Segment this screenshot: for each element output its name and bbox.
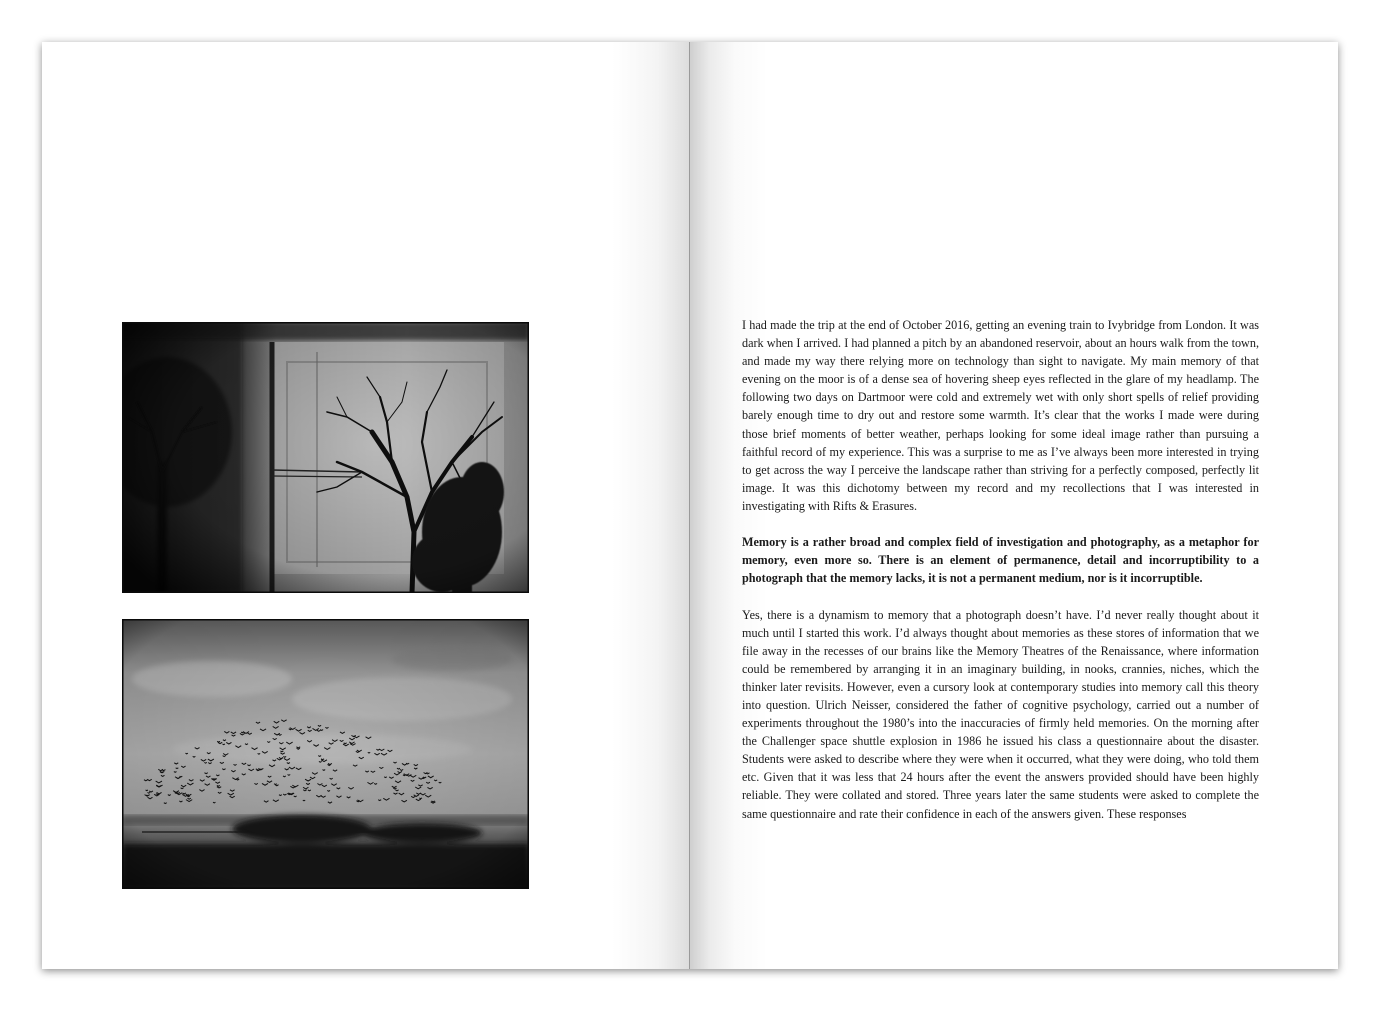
left-page — [42, 42, 690, 969]
body-text — [742, 316, 1259, 841]
paragraph-2-emphasis: Memory is a rather broad and complex field of investigation and photography, as a metaphor for memory, even more so. There is an element of permanence, detail and incorruptibility to a photograph that the memory lacks, it is not a permanent medium, nor is it incorruptible. — [742, 535, 1259, 586]
photo-birds-murmuration-icon — [122, 619, 529, 889]
photo-tree-window-icon — [122, 322, 529, 593]
paragraph-3: Yes, there is a dynamism to memory that a photograph doesn’t have. I’d never really thought about it much until I started this work. I’d always thought about memories as these stores of information that we file away in the recesses of our brains like the Memory Theatres of the Renaissance, where information could be remembered by arranging it in an imaginary building, in nooks, crannies, niches, which the thinker later revisits. However, even a cursory look at contemporary studies into memory call this theory into question. Ulrich Neisser, considered the father of cognitive psychology, carried out a number of experiments throughout the 1980’s into the inaccuracies of firmly held memories. On the morning after the Challenger space shuttle explosion in 1986 he issued his class a questionnaire about the disaster. Students were asked to describe where they were when it occurred, what they were doing, who told them etc. Given that it was less that 24 hours after the event the answers provided should have been highly reliable. They were collated and stored. Three years later the same students were asked to complete the same questionnaire and rate their confidence in each of the answers given. These responses — [742, 607, 1259, 821]
photo-birds-murmuration — [122, 619, 529, 889]
paragraph-1: I had made the trip at the end of October 2016, getting an evening train to Ivybridge from London. It was dark when I arrived. I had planned a pitch by an abandoned reservoir, about an hours walk from the town, and made my way there relying more on technology than sight to navigate. My main memory of that evening on the moor is of a dense sea of hovering sheep eyes reflected in the glare of my headlamp. The following two days on Dartmoor were cold and extremely wet with only short spells of relief providing barely enough time to dry out and restore some warmth. It’s clear that the works I made were during those brief moments of better weather, perhaps looking for some ideal image rather than pursuing a faithful record of my experience. This was a surprise to me as I’ve always been more interested in trying to get across the way I perceive the landscape rather than striving for a perfectly composed, perfectly lit image. It was this dichotomy between my record and my recollections that I was interested in investigating with Rifts & Erasures. — [742, 318, 1259, 513]
photo-tree-window — [122, 322, 529, 593]
book-spread — [42, 42, 1338, 969]
